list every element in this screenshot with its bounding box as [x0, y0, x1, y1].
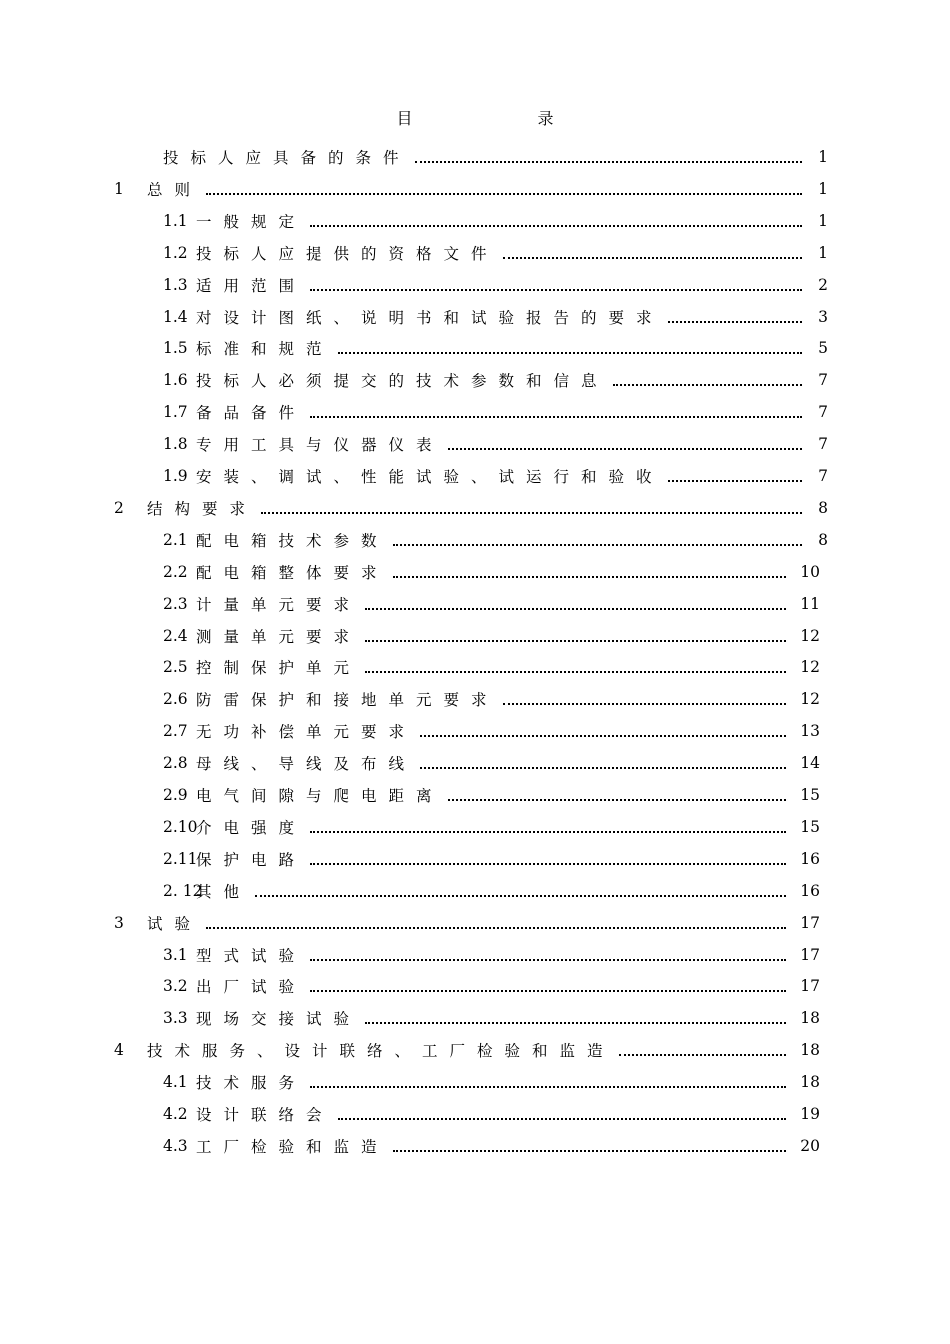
toc-entry-number: 1: [114, 179, 124, 198]
toc-entry[interactable]: [0, 908, 950, 938]
toc-entry-title: 专用工具与仪器仪表: [196, 436, 444, 455]
toc-leader-dots: [393, 543, 802, 546]
toc-leader-dots: [310, 1085, 786, 1088]
toc-leader-dots: [310, 830, 786, 833]
toc-entry-number: 4: [114, 1041, 124, 1060]
toc-entry-number: 3.1: [163, 945, 188, 964]
toc-leader-dots: [338, 351, 802, 354]
toc-entry-title: 配电箱技术参数: [196, 531, 389, 550]
toc-entry-number: 3.3: [163, 1009, 188, 1028]
toc-entry-page: 15: [800, 817, 820, 836]
toc-entry-page: 17: [800, 913, 820, 932]
toc-entry-title: 型式试验: [196, 946, 307, 965]
toc-entry-number: 4.3: [163, 1136, 188, 1155]
toc-leader-dots: [448, 447, 802, 450]
toc-entry-number: 2.3: [163, 594, 188, 613]
toc-entry-title: 介电强度: [196, 818, 307, 837]
toc-entry-number: 4.2: [163, 1105, 188, 1123]
toc-entry[interactable]: [0, 876, 950, 906]
toc-entry-number: 2.5: [163, 658, 188, 677]
toc-entry-title: 技术服务: [196, 1074, 307, 1093]
toc-leader-dots: [310, 958, 786, 961]
toc-leader-dots: [503, 256, 802, 259]
toc-entry-number: 1.9: [163, 467, 188, 485]
toc-leader-dots: [310, 862, 786, 865]
toc-entry-title: 电气间隙与爬电距离: [196, 787, 444, 805]
toc-leader-dots: [420, 734, 786, 737]
toc-entry[interactable]: [0, 621, 950, 651]
toc-entry-number: 1.4: [163, 307, 188, 326]
toc-entry-number: 3.2: [163, 977, 188, 996]
toc-entry-page: 7: [818, 435, 828, 454]
toc-entry-page: 7: [818, 467, 828, 485]
toc-leader-dots: [668, 320, 802, 323]
toc-entry-title: 适用范围: [196, 276, 307, 295]
toc-entry-number: 2.1: [163, 530, 188, 549]
toc-entry-number: 1.6: [163, 371, 188, 390]
toc-leader-dots: [613, 383, 802, 386]
toc-entry-page: 12: [800, 690, 820, 709]
toc-leader-dots: [206, 192, 802, 195]
toc-entry[interactable]: [0, 812, 950, 842]
toc-entry-page: 12: [800, 658, 820, 677]
toc-entry-number: 3: [114, 913, 124, 932]
toc-leader-dots: [448, 798, 786, 801]
toc-entry-page: 1: [818, 148, 828, 166]
toc-entry-title: 标准和规范: [196, 340, 334, 359]
toc-leader-dots: [420, 766, 786, 769]
toc-entry[interactable]: [0, 844, 950, 874]
toc-entry[interactable]: [0, 716, 950, 746]
toc-entry-title: 测量单元要求: [196, 627, 362, 646]
toc-entry-number: 2.9: [163, 786, 188, 804]
toc-entry[interactable]: [0, 1035, 950, 1065]
toc-entry[interactable]: [0, 238, 950, 268]
toc-entry-title: 安装、调试、性能试验、试运行和验收: [196, 468, 664, 486]
toc-entry[interactable]: [0, 557, 950, 587]
toc-entry-title: 母线、导线及布线: [196, 755, 417, 774]
toc-entry-page: 3: [818, 307, 828, 326]
toc-entry-page: 17: [800, 945, 820, 964]
toc-entry[interactable]: [0, 461, 950, 491]
toc-entry-number: 1.1: [163, 211, 188, 230]
toc-entry-title: 设计联络会: [196, 1106, 334, 1124]
toc-entry-page: 16: [800, 881, 820, 900]
toc-entry[interactable]: [0, 748, 950, 778]
toc-entry-page: 2: [818, 275, 828, 294]
toc-leader-dots: [365, 1021, 786, 1024]
toc-entry-title: 备品备件: [196, 404, 307, 423]
toc-entry-title: 投标人应具备的条件: [163, 149, 411, 167]
toc-entry-page: 13: [800, 722, 820, 741]
toc-leader-dots: [310, 415, 802, 418]
toc-entry-number: 2.10: [163, 817, 198, 836]
toc-entry-title: 总则: [147, 180, 203, 199]
toc-entry-title: 试验: [147, 914, 203, 933]
toc-entry-page: 16: [800, 849, 820, 868]
toc-leader-dots: [310, 224, 802, 227]
toc-entry[interactable]: [0, 780, 950, 810]
toc-entry-title: 技术服务、设计联络、工厂检验和监造: [147, 1042, 615, 1061]
toc-entry-title: 其他: [196, 882, 252, 901]
toc-entry-number: 2.7: [163, 722, 188, 741]
toc-entry-page: 8: [818, 530, 828, 549]
toc-entry-number: 2.8: [163, 754, 188, 773]
toc-entry[interactable]: [0, 1131, 950, 1161]
toc-entry-title: 投标人必须提交的技术参数和信息: [196, 372, 609, 391]
toc-entry-page: 17: [800, 977, 820, 996]
toc-entry-page: 20: [800, 1136, 820, 1155]
toc-entry-number: 2.6: [163, 690, 188, 709]
toc-entry-page: 12: [800, 626, 820, 645]
toc-leader-dots: [365, 670, 786, 673]
toc-leader-dots: [206, 926, 786, 929]
toc-entry-title: 配电箱整体要求: [196, 563, 389, 582]
toc-entry[interactable]: [0, 525, 950, 555]
toc-entry[interactable]: [0, 270, 950, 300]
toc-entry-number: 4.1: [163, 1073, 188, 1092]
toc-entry-number: 2: [114, 498, 124, 517]
toc-entry-number: 1.3: [163, 275, 188, 294]
toc-entry-number: 1.5: [163, 339, 188, 358]
toc-entry[interactable]: [0, 429, 950, 459]
toc-entry-page: 18: [800, 1041, 820, 1060]
toc-entry-title: 投标人应提供的资格文件: [196, 244, 499, 263]
toc-entry[interactable]: [0, 174, 950, 204]
toc-entry[interactable]: [0, 365, 950, 395]
toc-entry[interactable]: [0, 971, 950, 1001]
toc-leader-dots: [393, 1149, 786, 1152]
toc-entry[interactable]: [0, 302, 950, 332]
toc-entry-title: 现场交接试验: [196, 1010, 362, 1029]
toc-entry-title: 一般规定: [196, 212, 307, 231]
toc-leader-dots: [310, 288, 802, 291]
toc-entry[interactable]: [0, 493, 950, 523]
toc-entry-page: 14: [800, 754, 820, 773]
toc-entry-title: 无功补偿单元要求: [196, 723, 417, 742]
toc-entry[interactable]: [0, 589, 950, 619]
toc-title: 目 录: [396, 109, 614, 128]
toc-entry[interactable]: [0, 684, 950, 714]
toc-entry-title: 保护电路: [196, 850, 307, 869]
toc-entry[interactable]: [0, 1099, 950, 1129]
toc-entry-page: 5: [818, 339, 828, 358]
toc-entry-title: 控制保护单元: [196, 659, 362, 678]
toc-leader-dots: [365, 607, 786, 610]
toc-entry-number: 2.4: [163, 626, 188, 645]
toc-entry-title: 工厂检验和监造: [196, 1137, 389, 1156]
toc-entry[interactable]: [0, 652, 950, 682]
toc-entry-number: 1.2: [163, 243, 188, 262]
toc-leader-dots: [393, 575, 786, 578]
toc-entry[interactable]: [0, 1003, 950, 1033]
toc-entry-page: 10: [800, 562, 820, 581]
toc-entry-number: 2.2: [163, 562, 188, 581]
toc-leader-dots: [310, 989, 786, 992]
toc-entry[interactable]: [0, 940, 950, 970]
toc-entry-page: 18: [800, 1073, 820, 1092]
toc-entry-page: 7: [818, 403, 828, 422]
toc-leader-dots: [668, 479, 802, 482]
toc-entry-page: 15: [800, 786, 820, 804]
toc-leader-dots: [261, 511, 802, 514]
toc-entry-page: 1: [818, 211, 828, 230]
toc-entry-number: 1.7: [163, 403, 188, 422]
toc-entry-page: 19: [800, 1105, 820, 1123]
toc-entry-title: 对设计图纸、说明书和试验报告的要求: [196, 308, 664, 327]
toc-entry-page: 7: [818, 371, 828, 390]
toc-entry-page: 11: [800, 594, 820, 613]
toc-leader-dots: [365, 639, 786, 642]
toc-entry-page: 1: [818, 243, 828, 262]
toc-leader-dots: [415, 160, 802, 163]
toc-entry-page: 18: [800, 1009, 820, 1028]
toc-entry-page: 8: [818, 498, 828, 517]
toc-entry-number: 2. 12: [163, 881, 203, 900]
toc-entry-title: 结构要求: [147, 499, 258, 518]
toc-entry-title: 出厂试验: [196, 978, 307, 997]
toc-leader-dots: [255, 894, 786, 897]
toc-leader-dots: [338, 1117, 786, 1120]
toc-entry[interactable]: [0, 142, 950, 172]
toc-entry[interactable]: [0, 206, 950, 236]
toc-leader-dots: [619, 1053, 786, 1056]
toc-entry-number: 1.8: [163, 435, 188, 454]
toc-entry-page: 1: [818, 179, 828, 198]
toc-leader-dots: [503, 702, 786, 705]
toc-entry-title: 计量单元要求: [196, 595, 362, 614]
toc-entry[interactable]: [0, 397, 950, 427]
toc-entry-number: 2.11: [163, 849, 198, 868]
toc-entry[interactable]: [0, 1067, 950, 1097]
toc-entry-title: 防雷保护和接地单元要求: [196, 691, 499, 710]
toc-entry[interactable]: [0, 333, 950, 363]
